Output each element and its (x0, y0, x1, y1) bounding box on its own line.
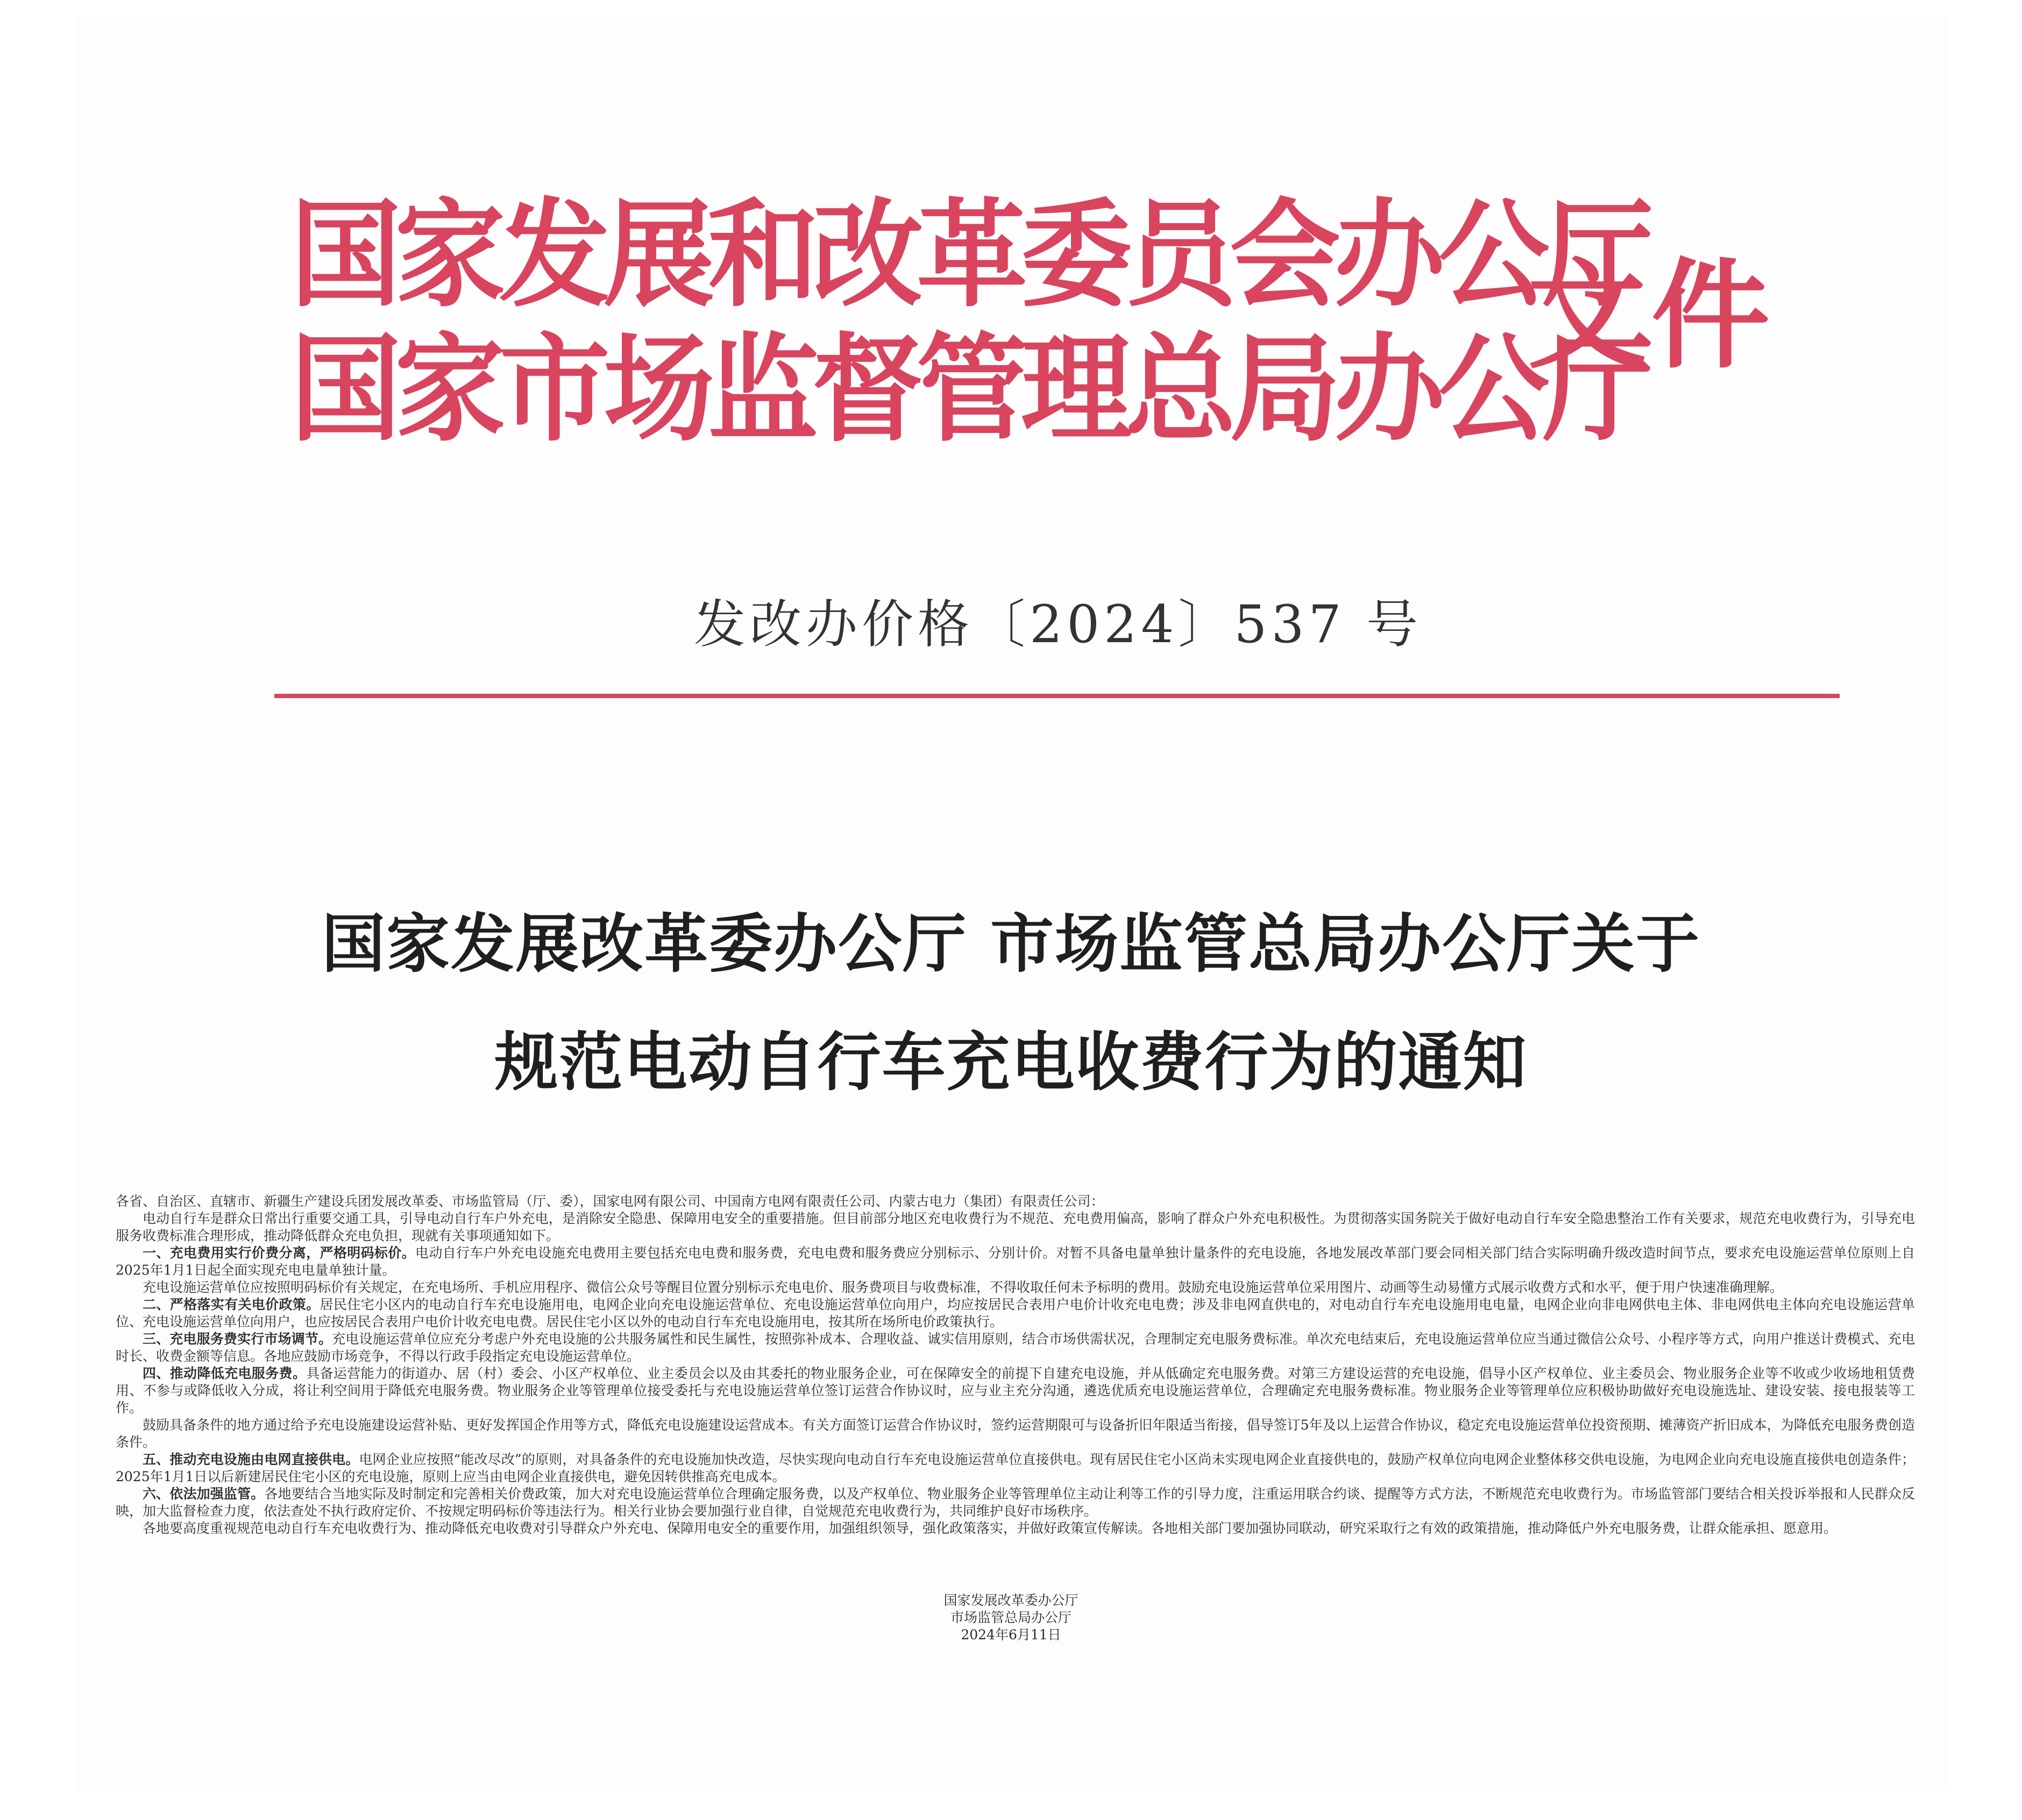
agency-name-line-1: 国家发展和改革委员会办公厅 (290, 186, 1648, 323)
section-5-text: 电网企业应按照“能改尽改”的原则，对具备条件的充电设施加快改造，尽快实现向电动自行车充电设施运营单位直接供电。现有居民住宅小区尚未实现电网企业直接供电的，鼓励产权单位向电网企业整体移交供电设施，为电网企业向充电设施直接供电创造条件；2025年1月1日以后新建居民住宅小区的充电设施，原则上应当由电网企业直接供电，避免因转供推高充电成本。 (116, 1452, 1915, 1484)
section-2 (116, 1296, 1915, 1331)
section-4 (116, 1365, 1915, 1417)
intro-paragraph: 电动自行车是群众日常出行重要交通工具，引导电动自行车户外充电，是消除安全隐患、保障用电安全的重要措施。但目前部分地区充电收费行为不规范、充电费用偏高，影响了群众户外充电积极性。为贯彻落实国务院关于做好电动自行车安全隐患整治工作有关要求，规范充电收费行为，引导充电服务收费标准合理形成，推动降低群众充电负担，现就有关事项通知如下。 (116, 1211, 1915, 1243)
section-4-paragraph-2: 鼓励具备条件的地方通过给予充电设施建设运营补贴、更好发挥国企作用等方式，降低充电设施建设运营成本。有关方面签订运营合作协议时，签约运营期限可与设备折旧年限适当衔接，倡导签订5年及以上运营合作协议，稳定充电设施运营单位投资预期、摊薄资产折旧成本，为降低充电服务费创造条件。 (116, 1417, 1915, 1450)
notice-title-line-1: 国家发展改革委办公厅 市场监管总局办公厅关于 (321, 907, 1701, 981)
section-1-heading: 一、充电费用实行价费分离，严格明码标价。 (143, 1245, 415, 1261)
signature-date: 2024年6月11日 (961, 1627, 1061, 1643)
document-number: 发改办价格〔2024〕537 号 (694, 594, 1423, 655)
red-divider-line (274, 694, 1840, 698)
section-6-text: 各地要结合当地实际及时制定和完善相关价费政策，加大对充电设施运营单位合理确定服务费，以及产权单位、物业服务企业等管理单位主动让利等工作的引导力度，注重运用联合约谈、提醒等方式方法，不断规范充电收费行为。市场监管部门要结合相关投诉举报和人民群众反映，加大监督检查力度，依法查处不执行政府定价、不按规定明码标价等违法行为。相关行业协会要加强行业自律，自觉规范充电收费行为，共同维护良好市场秩序。 (116, 1486, 1915, 1519)
agency-name-line-2: 国家市场监督管理总局办公厅 (290, 321, 1648, 458)
section-3 (116, 1331, 1915, 1365)
section-5-heading: 五、推动充电设施由电网直接供电。 (143, 1452, 359, 1467)
section-1-text: 电动自行车户外充电设施充电费用主要包括充电电费和服务费，充电电费和服务费应分别标示、分别计价。对暂不具备电量单独计量条件的充电设施，各地发展改革部门要会同相关部门结合实际明确升级改造时间节点，要求充电设施运营单位原则上自2025年1月1日起全面实现充电电量单独计量。 (116, 1245, 1915, 1278)
section-3-heading: 三、充电服务费实行市场调节。 (143, 1331, 332, 1347)
signature-org-1: 国家发展改革委办公厅 (943, 1593, 1079, 1608)
signature-org-2: 市场监管总局办公厅 (950, 1610, 1072, 1625)
closing-paragraph: 各地要高度重视规范电动自行车充电收费行为、推动降低充电收费对引导群众户外充电、保障用电安全的重要作用，加强组织领导，强化政策落实，并做好政策宣传解读。各地相关部门要加强协同联动，研究采取行之有效的政策措施，推动降低户外充电服务费，让群众能承担、愿意用。 (143, 1520, 1837, 1536)
notice-title-line-2: 规范电动自行车充电收费行为的通知 (494, 1025, 1528, 1099)
section-4-heading: 四、推动降低充电服务费。 (143, 1366, 307, 1381)
section-4-text: 具备运营能力的街道办、居（村）委会、小区产权单位、业主委员会以及由其委托的物业服务企业，可在保障安全的前提下自建充电设施，并从低确定充电服务费。对第三方建设运营的充电设施，倡导小区产权单位、业主委员会、物业服务企业等不收或少收场地租赁费用、不参与或降低收入分成，将让利空间用于降低充电服务费。物业服务企业等管理单位接受委托与充电设施运营单位签订运营合作协议时，应与业主充分沟通，遴选优质充电设施运营单位，合理确定充电服务费标准。物业服务企业等管理单位应积极协助做好充电设施选址、建设安装、接电报装等工作。 (116, 1366, 1915, 1416)
document-type-label: 文件 (1528, 245, 1776, 385)
section-5 (116, 1451, 1915, 1485)
section-1 (116, 1245, 1915, 1279)
section-1-paragraph-2: 充电设施运营单位应按照明码标价有关规定，在充电场所、手机应用程序、微信公众号等醒目位置分别标示充电电价、服务费项目与收费标准，不得收取任何未予标明的费用。鼓励充电设施运营单位采用图片、动画等生动易懂方式展示收费方式和水平，便于用户快速准确理解。 (143, 1279, 1784, 1295)
document-header (290, 161, 1807, 458)
section-6-heading: 六、依法加强监管。 (143, 1486, 265, 1502)
signature-block (0, 1592, 2022, 1644)
section-3-text: 充电设施运营单位应充分考虑户外充电设施的公共服务属性和民生属性，按照弥补成本、合理收益、诚实信用原则，结合市场供需状况，合理制定充电服务费标准。单次充电结束后，充电设施运营单位应当通过微信公众号、小程序等方式，向用户推送计费模式、充电时长、收费金额等信息。各地应鼓励市场竞争，不得以行政手段指定充电设施运营单位。 (116, 1331, 1915, 1364)
addressee: 各省、自治区、直辖市、新疆生产建设兵团发展改革委、市场监管局（厅、委），国家电网有限公司、中国南方电网有限责任公司、内蒙古电力（集团）有限责任公司： (116, 1193, 1104, 1209)
section-2-heading: 二、严格落实有关电价政策。 (143, 1297, 320, 1312)
section-6 (116, 1485, 1915, 1520)
notice-body (116, 1193, 1915, 1537)
section-2-text: 居民住宅小区内的电动自行车充电设施用电，电网企业向充电设施运营单位、充电设施运营单位向用户，均应按居民合表用户电价计收充电电费；涉及非电网直供电的，对电动自行车充电设施用电电量，电网企业向非电网供电主体、非电网供电主体向充电设施运营单位、充电设施运营单位向用户，也应按居民合表用户电价计收充电电费。居民住宅小区以外的电动自行车充电设施用电，按其所在场所电价政策执行。 (116, 1297, 1915, 1330)
